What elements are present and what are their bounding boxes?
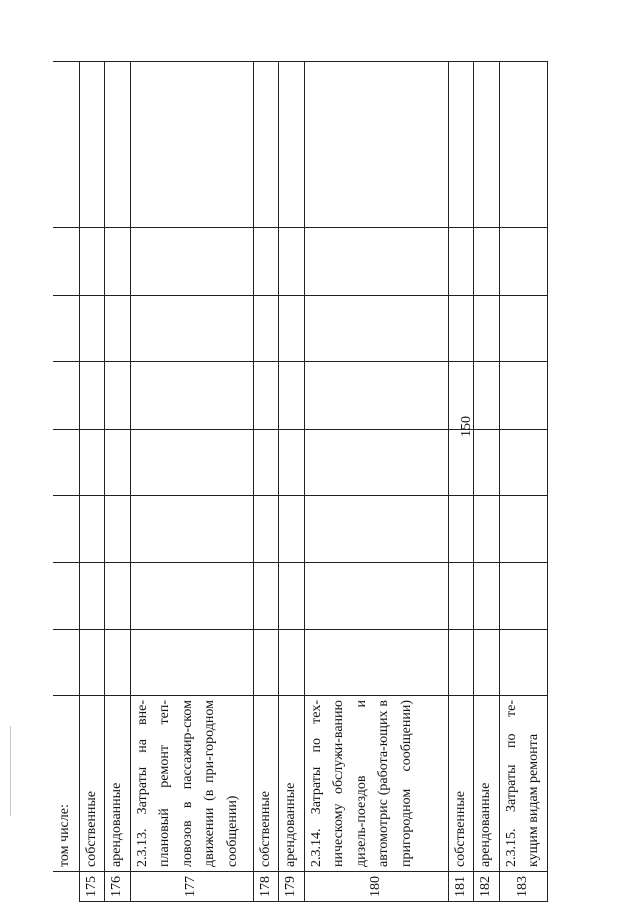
- value-cell: [279, 563, 305, 630]
- value-cell: [279, 496, 305, 563]
- rotated-table-container: [53, 62, 548, 902]
- value-cell: [253, 430, 279, 496]
- table-row: [105, 62, 131, 902]
- value-cell: [474, 228, 500, 296]
- value-cell: [253, 296, 279, 362]
- value-cell: [499, 630, 547, 696]
- value-cell: [499, 496, 547, 563]
- value-cell: [130, 496, 253, 563]
- value-cell: [130, 563, 253, 630]
- value-cell: [304, 228, 448, 296]
- row-number: 182: [474, 872, 500, 902]
- table-row: [53, 62, 79, 902]
- row-label: собственные: [253, 696, 279, 872]
- row-label: собственные: [448, 696, 474, 872]
- value-cell: [499, 430, 547, 496]
- row-number: 179: [279, 872, 305, 902]
- row-label: 2.3.14. Затраты по тех-ническому обслужи-ванию дизель-поездов и автомотрис (работа-ющих в пригородном сообщении): [304, 696, 448, 872]
- value-cell: [79, 430, 105, 496]
- value-cell: [79, 362, 105, 430]
- row-number: 183: [499, 872, 547, 902]
- value-cell: [79, 630, 105, 696]
- row-number: 178: [253, 872, 279, 902]
- row-label: арендованные: [474, 696, 500, 872]
- value-cell: [53, 630, 79, 696]
- value-cell: [279, 228, 305, 296]
- value-cell: [253, 62, 279, 228]
- value-cell: [253, 228, 279, 296]
- row-label: 2.3.15. Затраты по те-кущим видам ремонта: [499, 696, 547, 872]
- value-cell: [79, 62, 105, 228]
- value-cell: [474, 630, 500, 696]
- value-cell: [474, 563, 500, 630]
- value-cell: [53, 296, 79, 362]
- row-label: 2.3.13. Затраты на вне-плановый ремонт теп-ловозов в пассажир-ском движении (в при-городном сообщении): [130, 696, 253, 872]
- value-cell: [53, 362, 79, 430]
- value-cell: [499, 62, 547, 228]
- table-row: [130, 62, 253, 902]
- value-cell: [53, 62, 79, 228]
- value-cell: [499, 362, 547, 430]
- table-row: [499, 62, 547, 902]
- table-row: [79, 62, 105, 902]
- value-cell: [279, 296, 305, 362]
- value-cell: [279, 430, 305, 496]
- value-cell: [448, 362, 474, 430]
- value-cell: [448, 296, 474, 362]
- value-cell: [105, 228, 131, 296]
- row-label: том числе:: [53, 696, 79, 872]
- value-cell: [130, 362, 253, 430]
- row-label: собственные: [79, 696, 105, 872]
- value-cell: [105, 630, 131, 696]
- value-cell: [448, 430, 474, 496]
- value-cell: [253, 496, 279, 563]
- table-row: [253, 62, 279, 902]
- value-cell: [279, 62, 305, 228]
- value-cell: [130, 228, 253, 296]
- value-cell: [105, 496, 131, 563]
- value-cell: [53, 228, 79, 296]
- value-cell: [130, 62, 253, 228]
- row-label: арендованные: [105, 696, 131, 872]
- row-number: 176: [105, 872, 131, 902]
- value-cell: [304, 296, 448, 362]
- scan-edge-mark: [10, 726, 11, 816]
- value-cell: [253, 362, 279, 430]
- value-cell: [105, 62, 131, 228]
- table-body: [53, 62, 548, 902]
- value-cell: [474, 496, 500, 563]
- table-row: [474, 62, 500, 902]
- value-cell: [448, 228, 474, 296]
- row-number: [53, 872, 79, 902]
- value-cell: [304, 62, 448, 228]
- table-row: [448, 62, 474, 902]
- value-cell: [53, 563, 79, 630]
- value-cell: [304, 496, 448, 563]
- value-cell: [253, 630, 279, 696]
- row-number: 180: [304, 872, 448, 902]
- value-cell: [130, 430, 253, 496]
- value-cell: [253, 563, 279, 630]
- row-label: арендованные: [279, 696, 305, 872]
- value-cell: [304, 563, 448, 630]
- value-cell: [53, 430, 79, 496]
- row-number: 175: [79, 872, 105, 902]
- value-cell: [79, 296, 105, 362]
- value-cell: [130, 630, 253, 696]
- value-cell: [279, 362, 305, 430]
- row-number: 181: [448, 872, 474, 902]
- value-cell: [304, 630, 448, 696]
- value-cell: [474, 362, 500, 430]
- value-cell: [448, 62, 474, 228]
- value-cell: [53, 496, 79, 563]
- value-cell: [304, 430, 448, 496]
- value-cell: [499, 563, 547, 630]
- page-number: 150: [459, 416, 474, 437]
- value-cell: [448, 496, 474, 563]
- value-cell: [130, 296, 253, 362]
- value-cell: [499, 296, 547, 362]
- value-cell: [448, 630, 474, 696]
- cost-table: [53, 61, 548, 902]
- table-row: [279, 62, 305, 902]
- row-number: 177: [130, 872, 253, 902]
- value-cell: [105, 362, 131, 430]
- value-cell: [448, 563, 474, 630]
- value-cell: [474, 296, 500, 362]
- value-cell: [105, 296, 131, 362]
- value-cell: [79, 496, 105, 563]
- value-cell: [279, 630, 305, 696]
- value-cell: [105, 430, 131, 496]
- value-cell: [474, 62, 500, 228]
- value-cell: [105, 563, 131, 630]
- value-cell: [79, 563, 105, 630]
- table-row: [304, 62, 448, 902]
- value-cell: [474, 430, 500, 496]
- value-cell: [304, 362, 448, 430]
- value-cell: [79, 228, 105, 296]
- value-cell: [499, 228, 547, 296]
